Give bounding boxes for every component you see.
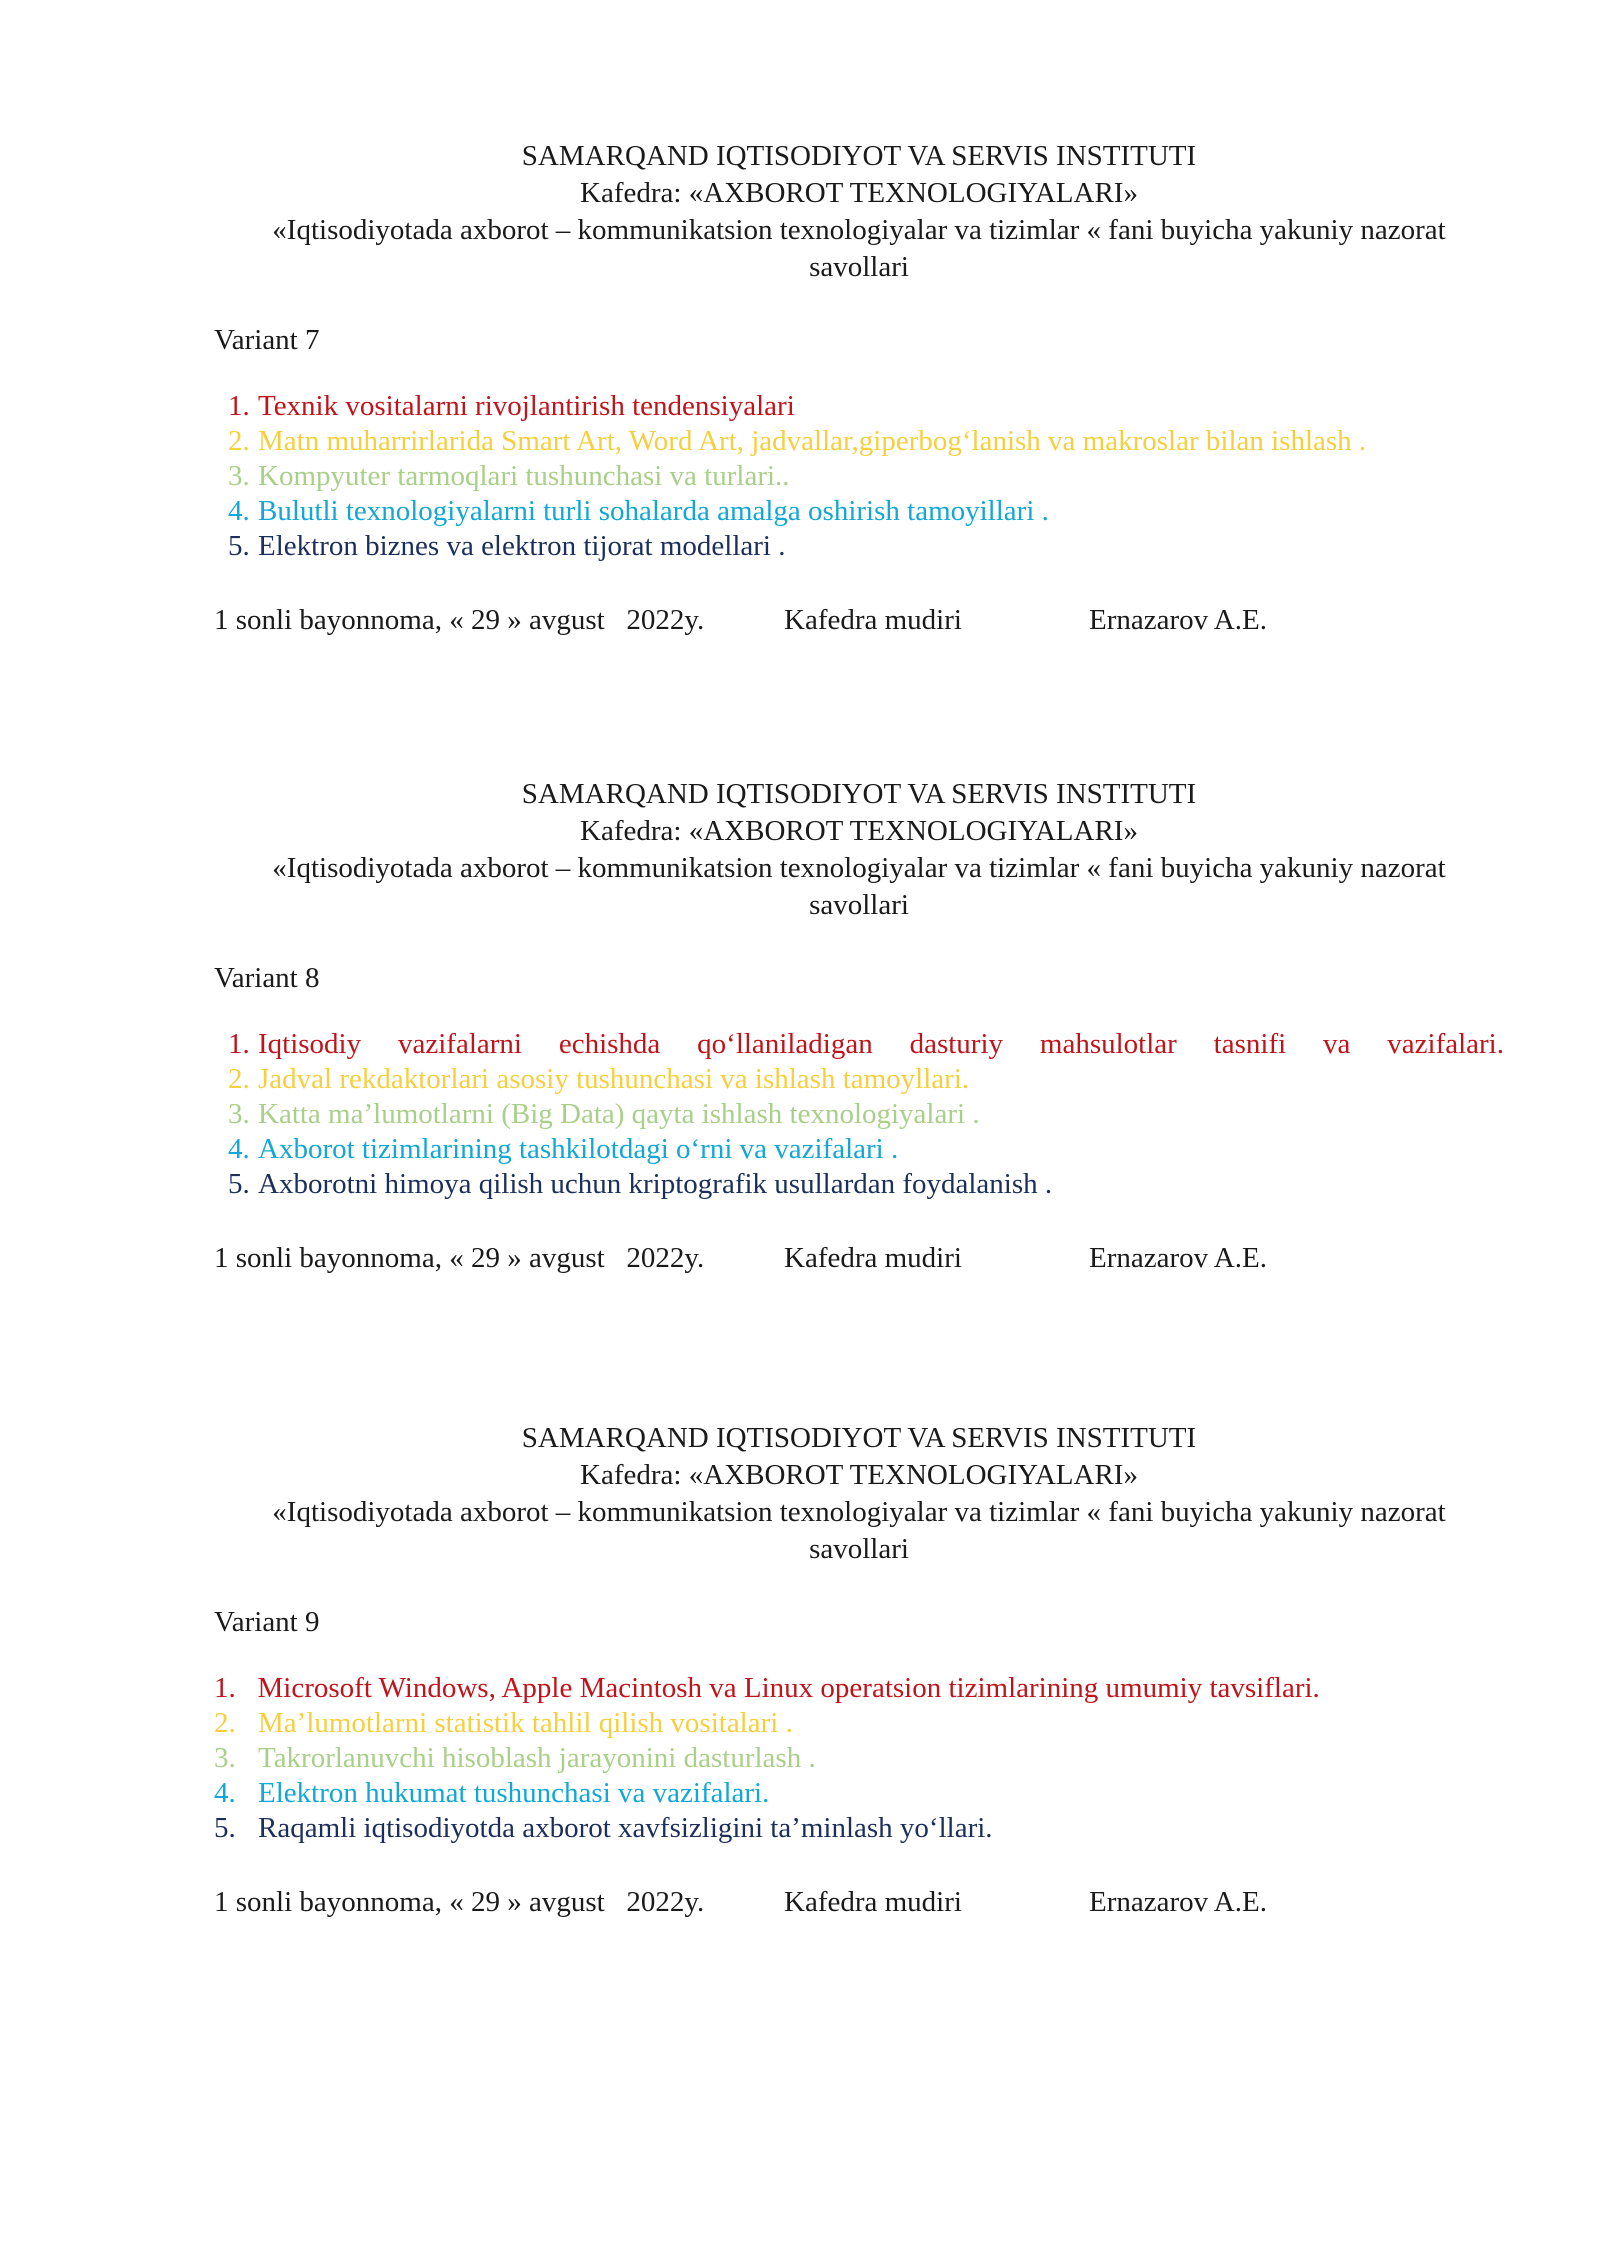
question-item	[214, 494, 1504, 529]
variant-label: Variant 9	[214, 1606, 320, 1638]
question-text: Axborot tizimlarining tashkilotdagi o‘rni va vazifalari .	[258, 1133, 899, 1165]
block-header	[214, 776, 1504, 924]
question-item	[214, 529, 1504, 564]
signer-role: Kafedra mudiri	[784, 604, 962, 636]
question-text: Raqamli iqtisodiyotda axborot xavfsizligini ta’minlash yo‘llari.	[258, 1812, 993, 1844]
question-number: 5.	[214, 1812, 236, 1844]
question-number: 2.	[228, 1063, 250, 1095]
question-text: Iqtisodiy vazifalarni echishda qo‘llaniladigan dasturiy mahsulotlar tasnifi va vazifalari.	[258, 1028, 1504, 1060]
question-item	[214, 1027, 1504, 1062]
question-number: 1.	[228, 1028, 250, 1060]
signer-name: Ernazarov A.E.	[1089, 1242, 1267, 1274]
question-text: Texnik vositalarni rivojlantirish tendensiyalari	[258, 390, 795, 422]
question-item	[214, 1741, 1504, 1776]
question-number: 1.	[228, 390, 250, 422]
question-number: 5.	[228, 530, 250, 562]
department-name: Kafedra: «AXBOROT TEXNOLOGIYALARI»	[580, 815, 1138, 847]
signer-role: Kafedra mudiri	[784, 1242, 962, 1274]
subject-title: «Iqtisodiyotada axborot – kommunikatsion texnologiyalar va tizimlar « fani buyicha yakuniy nazorat savollari	[272, 1496, 1446, 1565]
question-text: Matn muharrirlarida Smart Art, Word Art, jadvallar,giperbog‘lanish va makroslar bilan ishlash .	[258, 425, 1367, 457]
institute-name: SAMARQAND IQTISODIYOT VA SERVIS INSTITUTI	[521, 778, 1197, 810]
question-item	[214, 1776, 1504, 1811]
question-text: Elektron hukumat tushunchasi va vazifalari.	[258, 1777, 770, 1809]
question-text: Axborotni himoya qilish uchun kriptografik usullardan foydalanish .	[258, 1168, 1053, 1200]
question-item	[214, 1811, 1504, 1846]
block-header	[214, 1420, 1504, 1568]
exam-variant-block-7	[214, 138, 1504, 639]
variant-label: Variant 7	[214, 324, 320, 356]
approval-footer	[214, 602, 1504, 639]
protocol-note: 1 sonli bayonnoma, « 29 » avgust 2022y.	[214, 1886, 705, 1918]
question-number: 1.	[214, 1672, 236, 1704]
subject-title: «Iqtisodiyotada axborot – kommunikatsion texnologiyalar va tizimlar « fani buyicha yakuniy nazorat savollari	[272, 214, 1446, 283]
question-text: Takrorlanuvchi hisoblash jarayonini dasturlash .	[258, 1742, 816, 1774]
question-item	[214, 389, 1504, 424]
question-text: Elektron biznes va elektron tijorat modellari .	[258, 530, 786, 562]
question-number: 4.	[214, 1777, 236, 1809]
question-item	[214, 1706, 1504, 1741]
question-text: Kompyuter tarmoqlari tushunchasi va turlari..	[258, 460, 790, 492]
protocol-note: 1 sonli bayonnoma, « 29 » avgust 2022y.	[214, 604, 705, 636]
signer-name: Ernazarov A.E.	[1089, 604, 1267, 636]
signer-name: Ernazarov A.E.	[1089, 1886, 1267, 1918]
question-number: 2.	[228, 425, 250, 457]
question-text: Bulutli texnologiyalarni turli sohalarda amalga oshirish tamoyillari .	[258, 495, 1049, 527]
question-text: Microsoft Windows, Apple Macintosh va Linux operatsion tizimlarining umumiy tavsiflari.	[257, 1672, 1320, 1704]
question-text: Jadval rekdaktorlari asosiy tushunchasi va ishlash tamoyllari.	[258, 1063, 970, 1095]
question-item	[214, 459, 1504, 494]
question-item	[214, 1097, 1504, 1132]
protocol-note: 1 sonli bayonnoma, « 29 » avgust 2022y.	[214, 1242, 705, 1274]
question-list	[214, 389, 1504, 564]
exam-variant-block-9	[214, 1420, 1504, 1921]
question-text: Ma’lumotlarni statistik tahlil qilish vositalari .	[258, 1707, 793, 1739]
question-number: 2.	[214, 1707, 236, 1739]
question-list	[214, 1671, 1504, 1846]
question-list	[214, 1027, 1504, 1202]
question-item	[214, 424, 1504, 459]
question-item	[214, 1132, 1504, 1167]
question-item	[214, 1671, 1504, 1706]
question-number: 4.	[228, 495, 250, 527]
variant-label: Variant 8	[214, 962, 320, 994]
approval-footer	[214, 1884, 1504, 1921]
question-number: 5.	[228, 1168, 250, 1200]
question-number: 3.	[228, 460, 250, 492]
question-number: 3.	[228, 1098, 250, 1130]
question-item	[214, 1167, 1504, 1202]
block-header	[214, 138, 1504, 286]
question-number: 3.	[214, 1742, 236, 1774]
subject-title: «Iqtisodiyotada axborot – kommunikatsion texnologiyalar va tizimlar « fani buyicha yakuniy nazorat savollari	[272, 852, 1446, 921]
signer-role: Kafedra mudiri	[784, 1886, 962, 1918]
question-item	[214, 1062, 1504, 1097]
institute-name: SAMARQAND IQTISODIYOT VA SERVIS INSTITUTI	[521, 140, 1197, 172]
question-text: Katta ma’lumotlarni (Big Data) qayta ishlash texnologiyalari .	[258, 1098, 980, 1130]
approval-footer	[214, 1240, 1504, 1277]
institute-name: SAMARQAND IQTISODIYOT VA SERVIS INSTITUTI	[521, 1422, 1197, 1454]
department-name: Kafedra: «AXBOROT TEXNOLOGIYALARI»	[580, 177, 1138, 209]
exam-variant-block-8	[214, 776, 1504, 1277]
department-name: Kafedra: «AXBOROT TEXNOLOGIYALARI»	[580, 1459, 1138, 1491]
question-number: 4.	[228, 1133, 250, 1165]
